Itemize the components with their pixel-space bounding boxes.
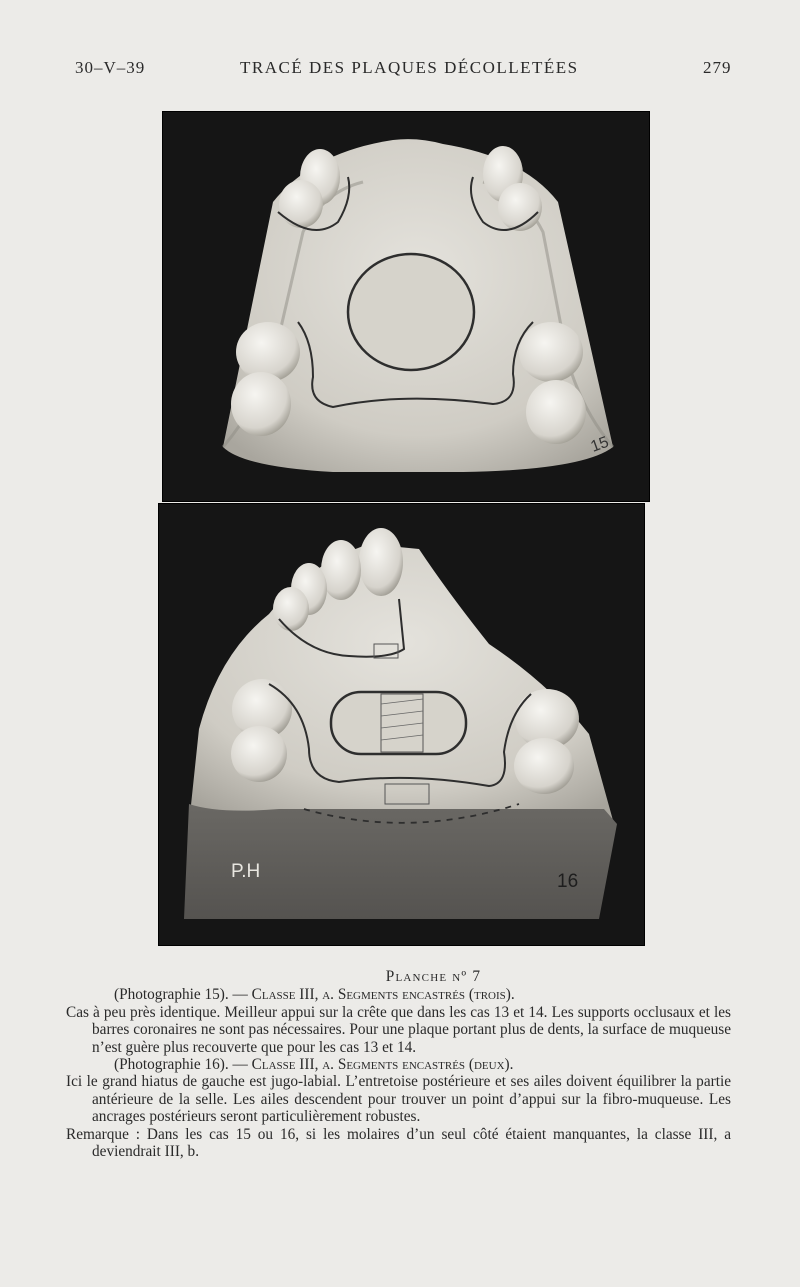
- photo16-heading: [66, 1056, 731, 1073]
- page-number: 279: [703, 58, 732, 77]
- photo16-class: Classe III, a. Segments encastrés (deux).: [251, 1056, 514, 1074]
- cast-number-16: 16: [557, 871, 579, 892]
- photo15-heading: [66, 986, 731, 1003]
- paragraph-photo15: Cas à peu près identique. Meilleur appui sur la crête que dans les cas 13 et 14. Les supports occlusaux et les barres coronaires ne sont pas nécessaires. Pour une plaque portant plus de dents, la surface de muqueuse n’est guère plus recouverte que pour les cas 13 et 14.: [66, 1003, 731, 1056]
- cast-number-15: 15: [588, 433, 612, 456]
- cast-initials: P.H: [231, 861, 261, 882]
- dental-cast-16-illustration: [159, 504, 644, 945]
- header-date: 30–V–39: [75, 58, 146, 77]
- photo16-ref: (Photographie 16). —: [114, 1056, 252, 1074]
- paragraph-photo16: Ici le grand hiatus de gauche est jugo-labial. L’entretoise postérieure et ses ailes doivent équilibrer la partie antérieure de la selle. Les ailes descendent pour trouver un point d’appui sur la fibro-muqueuse. Les ancrages postérieurs seront particulièrement robustes.: [66, 1073, 731, 1126]
- plate-title: Planche nº 7: [385, 968, 482, 985]
- photo15-class: Classe III, a. Segments encastrés (trois).: [251, 986, 515, 1004]
- running-header: [0, 58, 800, 88]
- photograph-16: [158, 503, 645, 946]
- photo15-ref: (Photographie 15). —: [114, 986, 252, 1004]
- photograph-15: [162, 111, 650, 502]
- plate-caption: [66, 968, 731, 1160]
- dental-cast-15-illustration: [163, 112, 649, 501]
- paragraph-remark: Remarque : Dans les cas 15 ou 16, si les molaires d’un seul côté étaient manquantes, la classe III, a deviendrait III, b.: [66, 1125, 731, 1161]
- header-title: TRACÉ DES PLAQUES DÉCOLLETÉES: [240, 58, 579, 77]
